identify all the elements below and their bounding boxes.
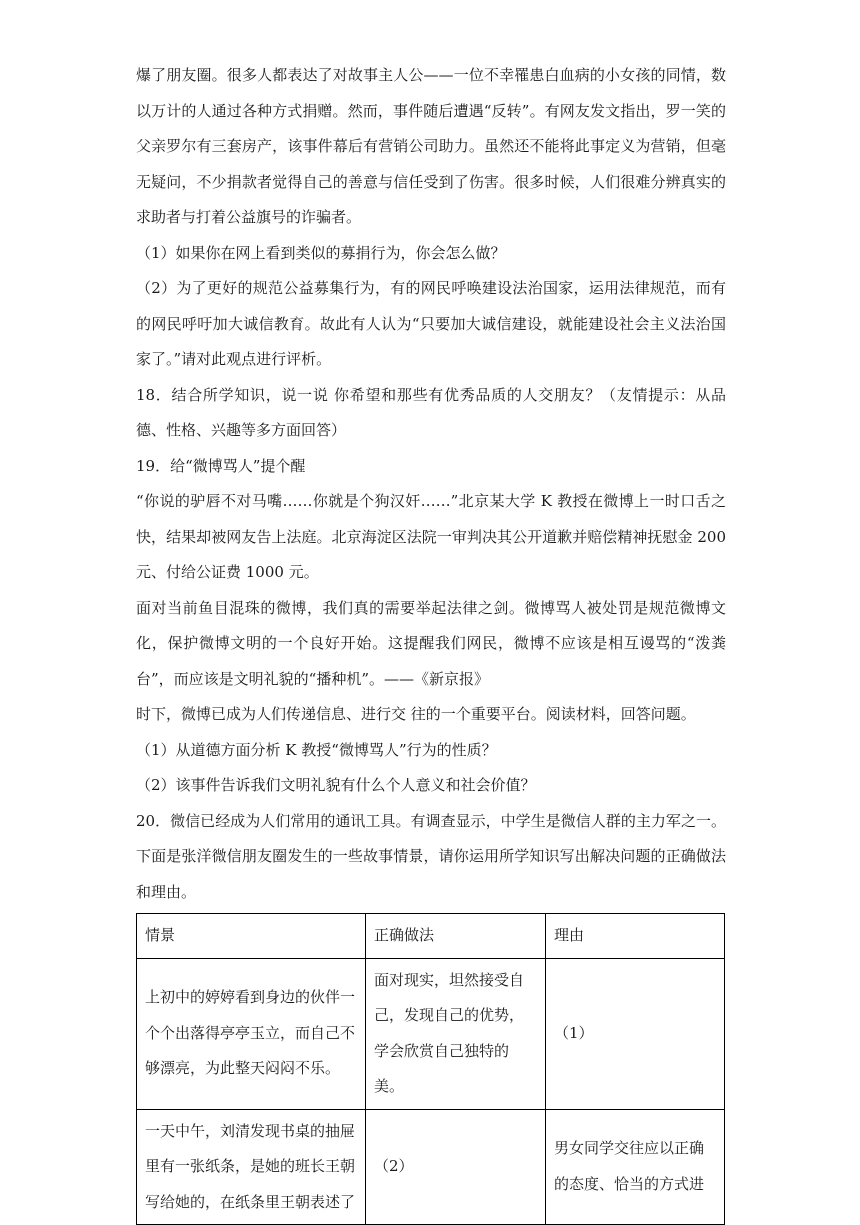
q19-material-3: 时下，微博已成为人们传递信息、进行交 往的一个重要平台。阅读材料，回答问题。 [136,705,696,723]
table-cell-scenario: 一天中午，刘清发现书桌的抽屉里有一张纸条，是她的班长王朝写给她的，在纸条里王朝表述了 [137,1109,366,1225]
q19-title: 19．给“微博骂人”提个醒 [136,456,306,475]
q18-question: 18．结合所学知识，说一说 你希望和那些有优秀品质的人交朋友？（友情提示：从品德、性格、兴趣等多方面回答） [136,385,726,439]
table-header-cell: 理由 [546,914,725,959]
table-header-row [137,914,725,959]
document-page [136,58,726,1225]
table-cell-scenario: 上初中的婷婷看到身边的伙伴一个个出落得亭亭玉立，而自己不够漂亮，为此整天闷闷不乐。 [137,958,366,1109]
table-cell-correct-action: （2） [366,1109,546,1225]
q17-sub-question-1: （1）如果你在网上看到类似的募捐行为，你会怎么做？ [136,243,506,262]
q19-sub-question-2: （2）该事件告诉我们文明礼貌有什么个人意义和社会价值？ [136,776,536,794]
table-cell-correct-action: 面对现实，坦然接受自己，发现自己的优势，学会欣赏自己独特的美。 [366,958,546,1109]
table-header-cell: 正确做法 [366,914,546,959]
table-cell-reason: 男女同学交往应以正确的态度、恰当的方式进 [546,1109,725,1225]
table-cell-reason: （1） [546,958,725,1109]
table-row [137,958,725,1109]
q17-sub-question-2: （2）为了更好的规范公益募集行为，有的网民呼唤建设法治国家，运用法律规范，而有的网民呼吁加大诚信教育。故此有人认为“只要加大诚信建设，就能建设社会主义法治国家了。”请对此观点进行评析。 [136,279,726,368]
q17-material: 爆了朋友圈。很多人都表达了对故事主人公——一位不幸罹患白血病的小女孩的同情，数以万计的人通过各种方式捐赠。然而，事件随后遭遇“反转”。有网友发文指出，罗一笑的父亲罗尔有三套房产，该事件幕后有营销公司助力。虽然还不能将此事定义为营销，但毫无疑问，不少捐款者觉得自己的善意与信任受到了伤害。很多时候，人们很难分辨真实的求助者与打着公益旗号的诈骗者。 [136,66,726,226]
q20-question: 20．微信已经成为人们常用的通讯工具。有调查显示，中学生是微信人群的主力军之一。下面是张洋微信朋友圈发生的一些故事情景，请你运用所学知识写出解决问题的正确做法和理由。 [136,811,726,901]
q19-material-2: 面对当前鱼目混珠的微博，我们真的需要举起法律之剑。微博骂人被处罚是规范微博文化，保护微博文明的一个良好开始。这提醒我们网民，微博不应该是相互谩骂的“泼粪台”，而应该是文明礼貌的“播种机”。——《新京报》 [136,598,726,688]
table-row [137,1109,725,1225]
q20-scenario-table [136,913,725,1225]
table-header-cell: 情景 [137,914,366,959]
q19-material-1: “你说的驴唇不对马嘴……你就是个狗汉奸……”北京某大学 K 教授在微博上一时口舌之快，结果却被网友告上法庭。北京海淀区法院一审判决其公开道歉并赔偿精神抚慰金 200 元、付给公证费 1000 元。 [136,492,726,581]
q19-sub-question-1: （1）从道德方面分析 K 教授“微博骂人”行为的性质？ [136,740,497,759]
